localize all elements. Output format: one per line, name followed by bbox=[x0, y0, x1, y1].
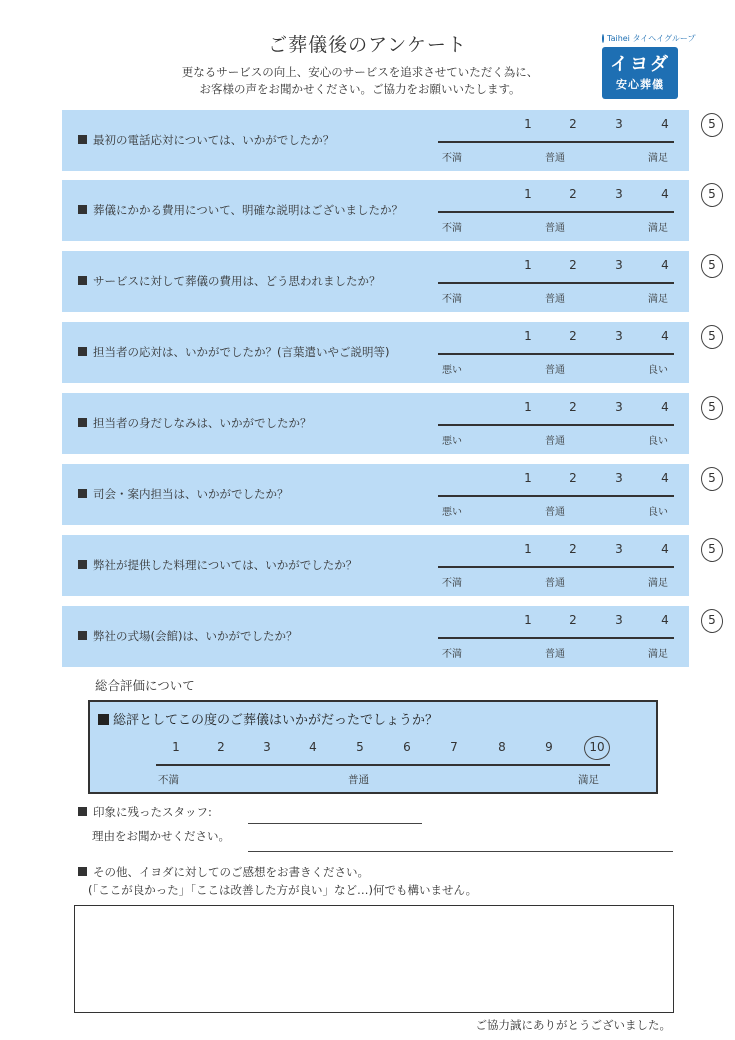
selected-circle-mark bbox=[699, 537, 724, 564]
scale-line bbox=[438, 637, 674, 639]
comments-label bbox=[78, 864, 369, 880]
rating-option-3[interactable]: 3 bbox=[615, 258, 623, 272]
rating-scale bbox=[452, 258, 716, 274]
rating-option-2[interactable]: 2 bbox=[569, 187, 577, 201]
rating-option-2[interactable]: 2 bbox=[569, 258, 577, 272]
bullet-square-icon bbox=[78, 135, 87, 144]
rating-scale bbox=[452, 471, 716, 487]
taihei-mark-icon bbox=[602, 34, 604, 43]
bullet-square-icon bbox=[78, 489, 87, 498]
selected-circle-mark bbox=[582, 734, 611, 761]
logo-group-name: Taihei タイヘイグループ bbox=[607, 34, 696, 43]
rating-option-3[interactable]: 3 bbox=[615, 400, 623, 414]
scale-line bbox=[438, 424, 674, 426]
bullet-square-icon bbox=[78, 631, 87, 640]
rating-option-4[interactable]: 4 bbox=[661, 329, 669, 343]
overall-scale-line bbox=[156, 764, 610, 766]
rating-option-3[interactable]: 3 bbox=[615, 329, 623, 343]
question-label: サービスに対して葬儀の費用は、どう思われましたか？ bbox=[93, 274, 381, 288]
intro-line-2: お客様の声をお聞かせください。ご協力をお願いいたします。 bbox=[199, 82, 521, 96]
rating-option-3[interactable]: 3 bbox=[615, 117, 623, 131]
comments-label-text: その他、イヨダに対してのご感想をお書きください。 bbox=[93, 865, 369, 879]
scale-line bbox=[438, 211, 674, 213]
rating-option-2[interactable]: 2 bbox=[569, 329, 577, 343]
overall-option-8[interactable]: 8 bbox=[498, 740, 506, 754]
logo-tagline: 安心葬儀 bbox=[616, 78, 664, 91]
rating-option-1[interactable]: 1 bbox=[524, 258, 532, 272]
question-label: 弊社の式場(会館)は、いかがでしたか？ bbox=[93, 629, 298, 643]
rating-option-5[interactable]: 5 bbox=[708, 613, 716, 627]
rating-scale bbox=[452, 117, 716, 133]
question-row bbox=[62, 393, 716, 454]
scale-high-label: 満足 bbox=[648, 294, 668, 305]
rating-option-1[interactable]: 1 bbox=[524, 613, 532, 627]
overall-option-1[interactable]: 1 bbox=[172, 740, 180, 754]
rating-option-1[interactable]: 1 bbox=[524, 542, 532, 556]
company-logo bbox=[602, 33, 696, 101]
rating-option-5[interactable]: 5 bbox=[708, 187, 716, 201]
question-row bbox=[62, 180, 716, 241]
scale-mid-label: 普通 bbox=[545, 578, 565, 589]
rating-option-1[interactable]: 1 bbox=[524, 329, 532, 343]
question-label: 葬儀にかかる費用について、明確な説明はございましたか？ bbox=[93, 203, 404, 217]
scale-line bbox=[438, 495, 674, 497]
overall-scale-numbers bbox=[90, 740, 660, 756]
rating-scale bbox=[452, 329, 716, 345]
question-row bbox=[62, 251, 716, 312]
selected-circle-mark bbox=[699, 466, 724, 493]
scale-line bbox=[438, 353, 674, 355]
bullet-square-icon bbox=[78, 867, 87, 876]
rating-option-4[interactable]: 4 bbox=[661, 613, 669, 627]
scale-mid-label: 普通 bbox=[545, 223, 565, 234]
bullet-square-icon bbox=[78, 347, 87, 356]
rating-scale bbox=[452, 187, 716, 203]
rating-option-4[interactable]: 4 bbox=[661, 471, 669, 485]
selected-circle-mark bbox=[699, 608, 724, 635]
scale-mid-label: 普通 bbox=[545, 153, 565, 164]
rating-option-4[interactable]: 4 bbox=[661, 400, 669, 414]
question-label: 弊社が提供した料理については、いかがでしたか？ bbox=[93, 558, 358, 572]
overall-option-7[interactable]: 7 bbox=[450, 740, 458, 754]
question-text bbox=[78, 557, 357, 573]
logo-brand: イヨダ bbox=[610, 54, 670, 75]
intro-text bbox=[150, 64, 570, 98]
rating-option-5[interactable]: 5 bbox=[708, 542, 716, 556]
bullet-square-icon bbox=[78, 807, 87, 816]
bullet-square-icon bbox=[78, 205, 87, 214]
overall-low-label: 不満 bbox=[158, 774, 179, 786]
question-label: 司会・案内担当は、いかがでしたか？ bbox=[93, 487, 289, 501]
scale-line bbox=[438, 282, 674, 284]
question-text bbox=[78, 486, 289, 502]
logo-badge bbox=[602, 47, 678, 99]
rating-option-2[interactable]: 2 bbox=[569, 400, 577, 414]
rating-option-1[interactable]: 1 bbox=[524, 471, 532, 485]
scale-high-label: 良い bbox=[648, 436, 668, 447]
rating-option-4[interactable]: 4 bbox=[661, 187, 669, 201]
comments-hint: (「ここが良かった」「ここは改善した方が良い」など…)何でも構いません。 bbox=[88, 883, 478, 897]
scale-mid-label: 普通 bbox=[545, 365, 565, 376]
overall-high-label: 満足 bbox=[578, 774, 599, 786]
scale-high-label: 満足 bbox=[648, 649, 668, 660]
rating-option-4[interactable]: 4 bbox=[661, 117, 669, 131]
rating-option-5[interactable]: 5 bbox=[708, 400, 716, 414]
selected-circle-mark bbox=[699, 253, 724, 280]
overall-option-6[interactable]: 6 bbox=[403, 740, 411, 754]
scale-high-label: 良い bbox=[648, 507, 668, 518]
rating-scale bbox=[452, 613, 716, 629]
scale-high-label: 良い bbox=[648, 365, 668, 376]
question-row bbox=[62, 110, 716, 171]
scale-mid-label: 普通 bbox=[545, 436, 565, 447]
question-row bbox=[62, 535, 716, 596]
scale-low-label: 悪い bbox=[442, 436, 462, 447]
scale-low-label: 悪い bbox=[442, 507, 462, 518]
overall-option-4[interactable]: 4 bbox=[309, 740, 317, 754]
question-label: 最初の電話応対については、いかがでしたか？ bbox=[93, 133, 335, 147]
question-text bbox=[78, 628, 297, 644]
bullet-square-icon bbox=[78, 418, 87, 427]
staff-name-field[interactable] bbox=[248, 823, 422, 824]
rating-option-5[interactable]: 5 bbox=[708, 471, 716, 485]
page-title: ご葬儀後のアンケート bbox=[268, 34, 467, 56]
overall-question bbox=[98, 709, 438, 728]
rating-option-4[interactable]: 4 bbox=[661, 258, 669, 272]
intro-line-1: 更なるサービスの向上、安心のサービスを追求させていただく為に、 bbox=[181, 65, 539, 79]
staff-label bbox=[78, 804, 212, 820]
selected-circle-mark bbox=[699, 395, 724, 422]
staff-reason-field[interactable] bbox=[248, 851, 673, 852]
scale-high-label: 満足 bbox=[648, 223, 668, 234]
rating-option-3[interactable]: 3 bbox=[615, 542, 623, 556]
scale-high-label: 満足 bbox=[648, 578, 668, 589]
rating-option-5[interactable]: 5 bbox=[708, 117, 716, 131]
bullet-square-icon bbox=[78, 560, 87, 569]
question-text bbox=[78, 202, 403, 218]
rating-option-5[interactable]: 5 bbox=[708, 258, 716, 272]
scale-low-label: 悪い bbox=[442, 365, 462, 376]
rating-option-1[interactable]: 1 bbox=[524, 400, 532, 414]
scale-low-label: 不満 bbox=[442, 294, 462, 305]
overall-section-title: 総合評価について bbox=[95, 678, 195, 693]
selected-circle-mark bbox=[699, 182, 724, 209]
rating-option-5[interactable]: 5 bbox=[708, 329, 716, 343]
question-label: 担当者の応対は、いかがでしたか？(言葉遣いやご説明等) bbox=[93, 345, 390, 359]
scale-line bbox=[438, 141, 674, 143]
question-text bbox=[78, 273, 381, 289]
rating-scale bbox=[452, 542, 716, 558]
staff-reason-label: 理由をお聞かせください。 bbox=[92, 829, 230, 843]
rating-scale bbox=[452, 400, 716, 416]
rating-option-1[interactable]: 1 bbox=[524, 117, 532, 131]
question-row bbox=[62, 322, 716, 383]
bullet-square-icon bbox=[78, 276, 87, 285]
rating-option-2[interactable]: 2 bbox=[569, 117, 577, 131]
rating-option-2[interactable]: 2 bbox=[569, 542, 577, 556]
question-text bbox=[78, 415, 312, 431]
overall-option-10[interactable]: 10 bbox=[589, 740, 605, 754]
scale-line bbox=[438, 566, 674, 568]
question-text bbox=[78, 344, 389, 360]
overall-option-2[interactable]: 2 bbox=[217, 740, 225, 754]
question-row bbox=[62, 606, 716, 667]
bullet-square-icon bbox=[98, 714, 109, 725]
closing-message: ご協力誠にありがとうございました。 bbox=[475, 1018, 671, 1032]
staff-label-text: 印象に残ったスタッフ: bbox=[93, 805, 212, 819]
overall-option-9[interactable]: 9 bbox=[545, 740, 553, 754]
scale-low-label: 不満 bbox=[442, 153, 462, 164]
rating-option-3[interactable]: 3 bbox=[615, 187, 623, 201]
rating-option-1[interactable]: 1 bbox=[524, 187, 532, 201]
scale-low-label: 不満 bbox=[442, 578, 462, 589]
scale-low-label: 不満 bbox=[442, 649, 462, 660]
rating-option-2[interactable]: 2 bbox=[569, 613, 577, 627]
scale-mid-label: 普通 bbox=[545, 649, 565, 660]
question-label: 担当者の身だしなみは、いかがでしたか？ bbox=[93, 416, 312, 430]
rating-option-3[interactable]: 3 bbox=[615, 613, 623, 627]
question-text bbox=[78, 132, 334, 148]
question-row bbox=[62, 464, 716, 525]
scale-mid-label: 普通 bbox=[545, 507, 565, 518]
scale-low-label: 不満 bbox=[442, 223, 462, 234]
selected-circle-mark bbox=[699, 112, 724, 139]
overall-rating-box bbox=[88, 700, 658, 794]
rating-option-2[interactable]: 2 bbox=[569, 471, 577, 485]
rating-option-4[interactable]: 4 bbox=[661, 542, 669, 556]
selected-circle-mark bbox=[699, 324, 724, 351]
overall-question-text: 総評としてこの度のご葬儀はいかがだったでしょうか？ bbox=[113, 713, 439, 728]
scale-high-label: 満足 bbox=[648, 153, 668, 164]
comments-textarea[interactable] bbox=[74, 905, 674, 1013]
overall-option-5[interactable]: 5 bbox=[356, 740, 364, 754]
rating-option-3[interactable]: 3 bbox=[615, 471, 623, 485]
overall-mid-label: 普通 bbox=[348, 774, 369, 786]
overall-option-3[interactable]: 3 bbox=[263, 740, 271, 754]
scale-mid-label: 普通 bbox=[545, 294, 565, 305]
